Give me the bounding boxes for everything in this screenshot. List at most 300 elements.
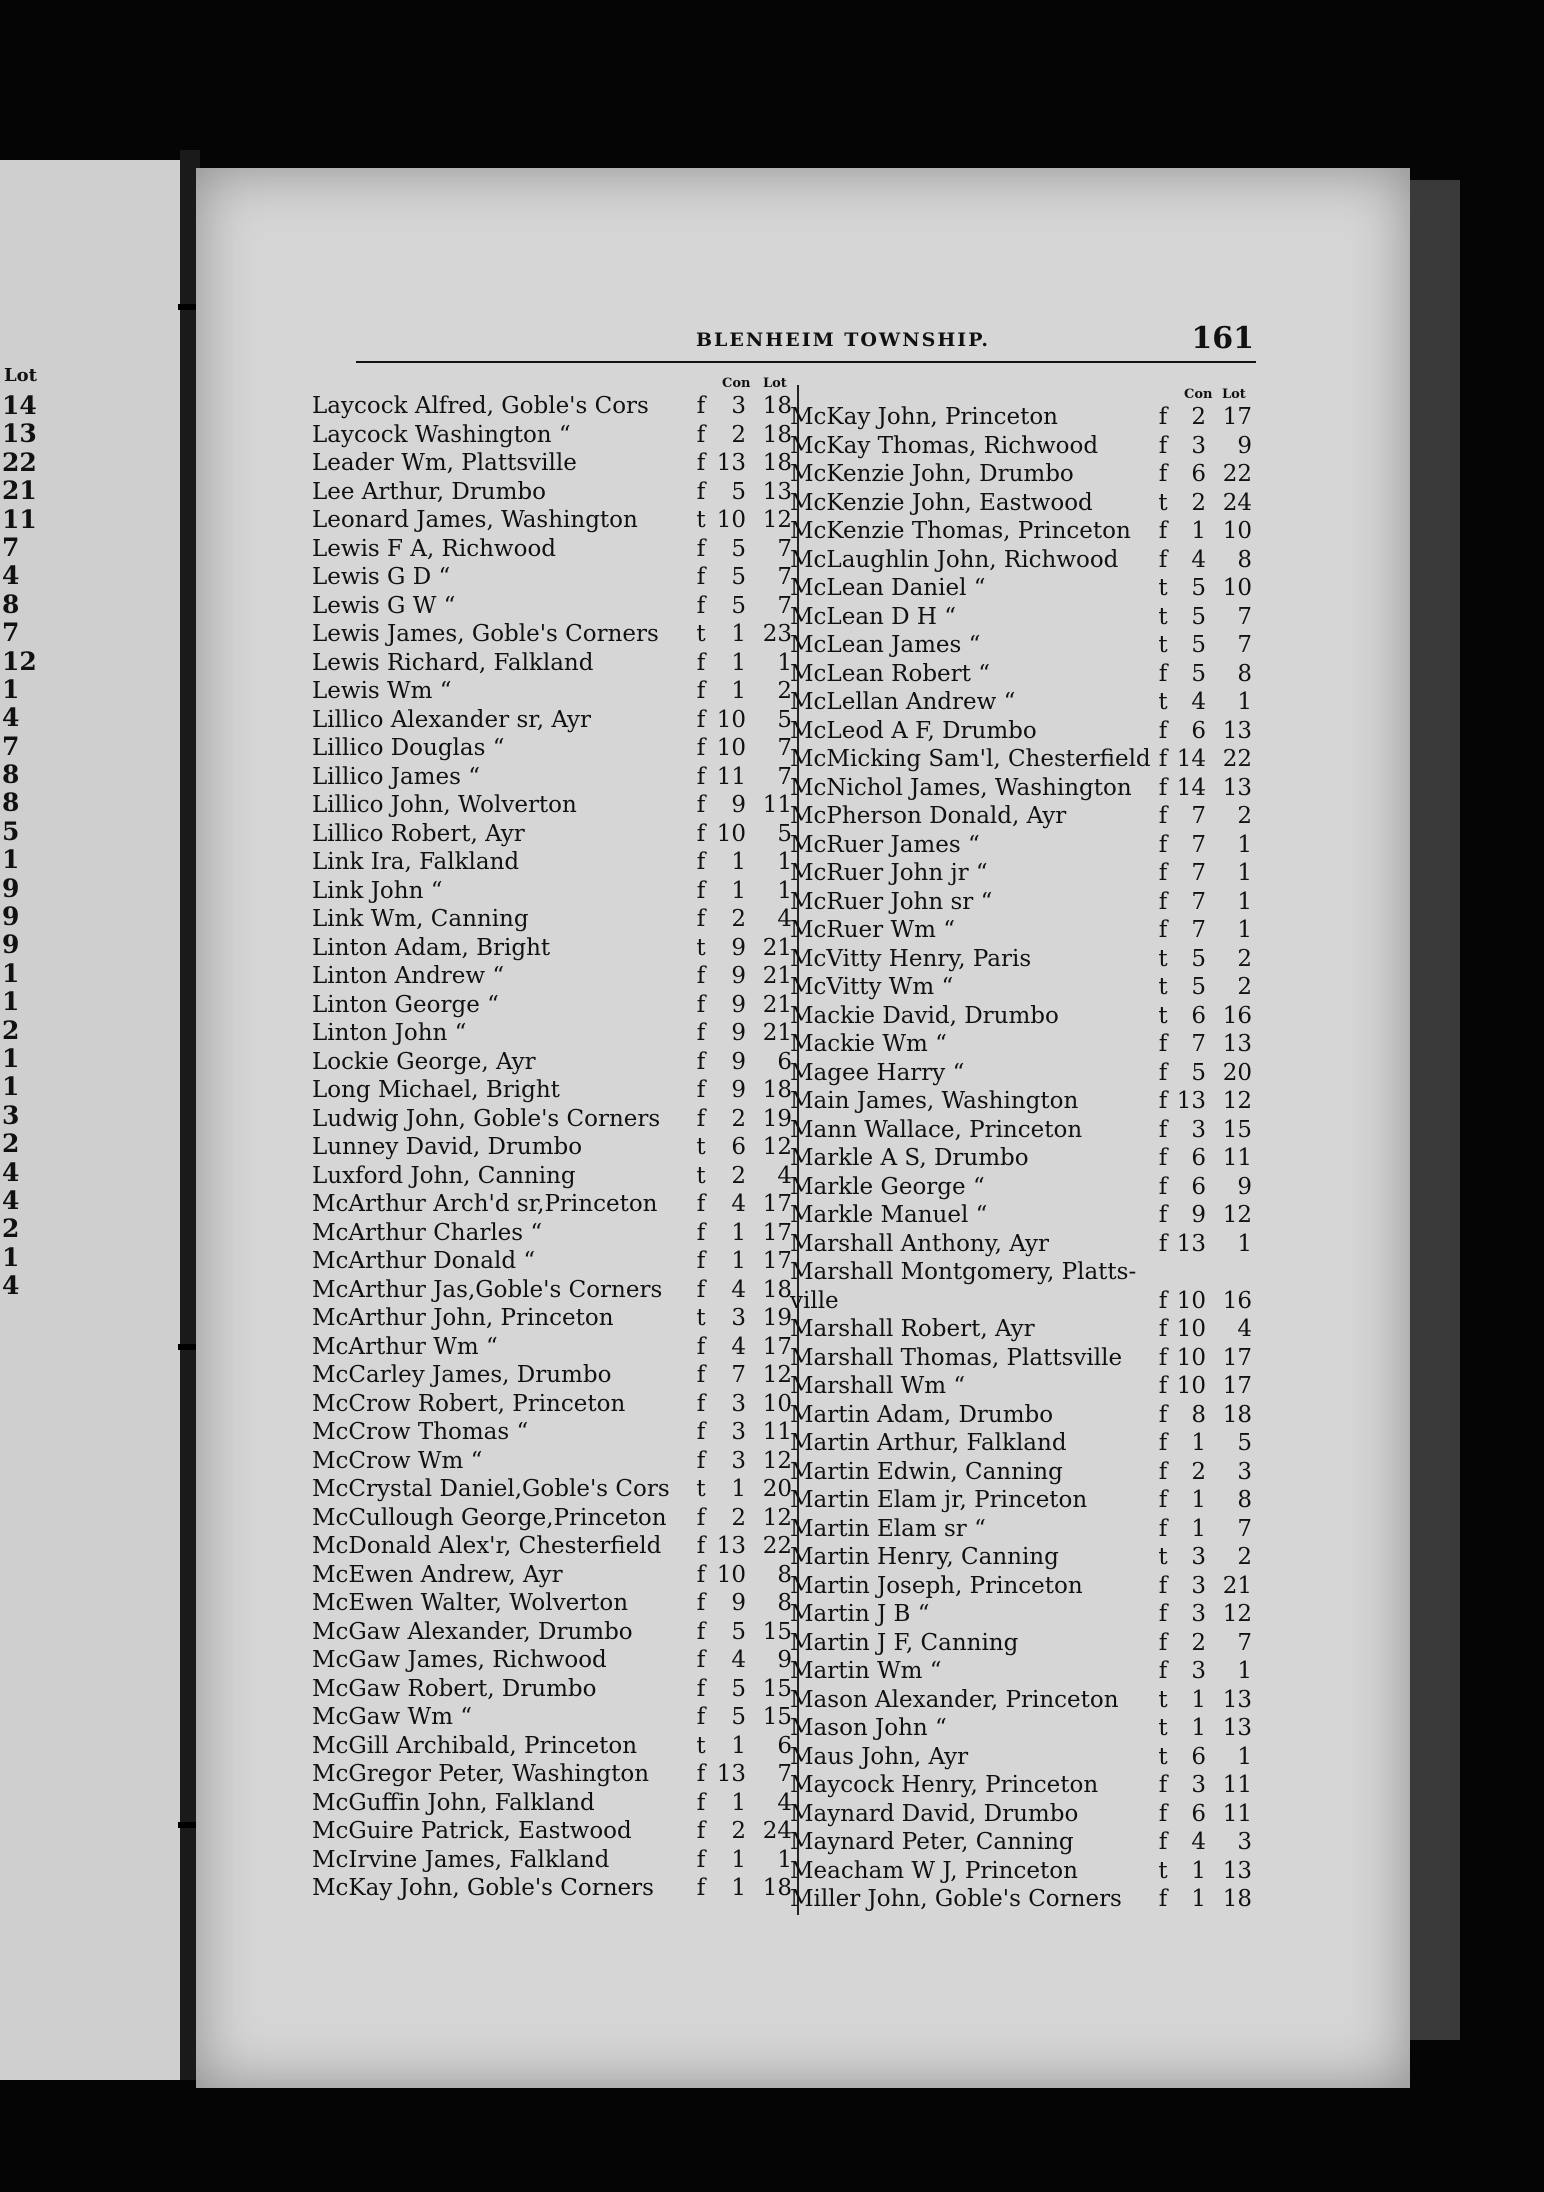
directory-entry [312,449,802,478]
entry-concession: 9 [731,792,746,818]
directory-entry [790,1657,1260,1686]
entry-lot: 22 [1222,746,1252,772]
entry-tenure: f [1158,1287,1168,1314]
entry-lot: 18 [762,450,792,476]
entry-concession: 4 [731,1333,746,1360]
entry-lot: 17 [762,1219,792,1246]
entry-name: ville [790,1287,839,1314]
entry-tenure: f [1158,831,1168,858]
entry-concession: 3 [731,393,746,419]
entry-name: Lewis G W “ [312,592,456,619]
entry-lot: 11 [1222,1800,1252,1827]
entry-tenure: f [1158,860,1168,886]
entry-name: McCarley James, Drumbo [312,1362,612,1388]
entry-lot: 7 [1237,632,1252,658]
entry-concession: 6 [1191,1800,1206,1827]
directory-entry [790,1372,1260,1401]
entry-tenure: f [1158,1829,1168,1855]
entry-lot: 3 [1237,1458,1252,1485]
entry-lot: 18 [762,1077,792,1103]
entry-name: McLean D H “ [790,603,957,630]
entry-tenure: f [696,1191,706,1217]
entry-concession: 13 [716,1761,746,1787]
entry-lot: 7 [777,564,792,590]
entry-concession: 10 [716,735,746,761]
entry-name: McVitty Henry, Paris [790,945,1032,972]
entry-tenure: t [1158,603,1168,630]
entry-lot: 5 [777,706,792,733]
entry-lot: 13 [1222,774,1252,801]
entry-concession: 9 [731,963,746,989]
entry-tenure: f [696,1561,706,1588]
entry-name: McLean Robert “ [790,660,990,687]
entry-lot: 7 [777,1761,792,1787]
entry-name: McGaw Wm “ [312,1704,473,1730]
directory-entry [312,1048,802,1077]
prev-page-lot: 7 [2,532,20,562]
entry-name: Link Wm, Canning [312,906,529,932]
entry-name: McGaw James, Richwood [312,1647,607,1673]
directory-entry [312,1703,802,1732]
entry-concession: 2 [1191,489,1206,516]
entry-name: McEwen Walter, Wolverton [312,1590,629,1616]
entry-tenure: f [696,1647,706,1673]
entry-lot: 17 [762,1333,792,1360]
entry-tenure: f [696,649,706,676]
entry-lot: 23 [762,621,792,647]
directory-entry [790,631,1260,660]
entry-concession: 9 [731,1077,746,1103]
entry-tenure: t [1158,1857,1168,1884]
entry-concession: 13 [1176,1088,1206,1114]
entry-concession: 1 [731,1789,746,1816]
directory-entry [312,1646,802,1675]
entry-tenure: f [1158,1344,1168,1371]
entry-lot: 18 [762,421,792,448]
entry-tenure: f [696,1077,706,1103]
entry-tenure: f [1158,1116,1168,1143]
directory-entry [312,535,802,564]
directory-entry [790,1572,1260,1601]
entry-lot: 12 [762,1362,792,1388]
prev-page-lot: 11 [2,504,37,534]
entry-name: McIrvine James, Falkland [312,1846,610,1873]
entry-concession: 1 [1191,1886,1206,1912]
entry-lot: 18 [1222,1886,1252,1912]
entry-name: Martin Arthur, Falkland [790,1430,1067,1456]
directory-entry [790,802,1260,831]
entry-tenure: f [1158,1430,1168,1456]
entry-lot: 1 [1237,1658,1252,1684]
prev-page-lot: 4 [2,1157,20,1187]
prev-page-lot: 2 [2,1015,20,1045]
entry-name: McCullough George,Princeton [312,1504,667,1531]
entry-concession: 10 [1176,1373,1206,1399]
entry-lot: 1 [777,649,792,676]
entry-tenure: f [696,735,706,761]
entry-lot: 21 [1222,1572,1252,1599]
directory-entry [312,1589,802,1618]
entry-tenure: f [696,1704,706,1730]
right-column-list [790,403,1260,1914]
entry-concession: 13 [716,1533,746,1559]
entry-tenure: t [696,1305,706,1331]
entry-tenure: f [1158,1202,1168,1228]
entry-name: Lillico Alexander sr, Ayr [312,706,592,733]
entry-tenure: f [696,1020,706,1046]
entry-name: Linton Andrew “ [312,963,505,989]
entry-name: Magee Harry “ [790,1059,965,1086]
directory-entry [312,1675,802,1704]
entry-concession: 5 [731,535,746,562]
directory-entry [790,717,1260,746]
entry-tenure: f [696,535,706,562]
directory-entry [790,916,1260,945]
entry-lot: 20 [1222,1059,1252,1086]
entry-tenure: f [1158,546,1168,573]
directory-entry [312,763,802,792]
entry-concession: 13 [716,450,746,476]
entry-lot: 8 [1237,546,1252,573]
prev-page-lot: 1 [2,674,20,704]
entry-name: Mason John “ [790,1715,947,1741]
entry-concession: 5 [1191,603,1206,630]
entry-name: Ludwig John, Goble's Corners [312,1105,661,1132]
entry-concession: 3 [1191,1658,1206,1684]
directory-entry [312,506,802,535]
directory-entry [312,734,802,763]
entry-concession: 2 [1191,1629,1206,1656]
entry-lot: 13 [762,478,792,505]
directory-entry [790,403,1260,432]
directory-entry [790,1828,1260,1857]
entry-concession: 7 [1191,1031,1206,1057]
entry-lot: 7 [1237,1515,1252,1542]
entry-lot: 12 [762,1504,792,1531]
entry-name: Lunney David, Drumbo [312,1134,583,1160]
directory-entry [790,945,1260,974]
entry-concession: 14 [1176,774,1206,801]
entry-name: McGill Archibald, Princeton [312,1732,638,1759]
entry-name: Linton John “ [312,1020,467,1046]
entry-tenure: f [696,963,706,989]
entry-concession: 1 [731,1875,746,1901]
entry-concession: 11 [716,763,746,790]
entry-name: Maynard David, Drumbo [790,1800,1079,1827]
directory-entry [790,1002,1260,1031]
entry-lot: 13 [1222,1686,1252,1713]
entry-concession: 1 [731,1732,746,1759]
entry-lot: 8 [1237,1487,1252,1513]
directory-entry [312,706,802,735]
directory-entry [790,888,1260,917]
entry-concession: 5 [731,478,746,505]
directory-entry [790,489,1260,518]
prev-page-lot: 8 [2,760,20,790]
directory-entry [312,1732,802,1761]
entry-tenure: f [696,1818,706,1844]
directory-entry [790,1315,1260,1344]
entry-lot: 17 [762,1248,792,1274]
entry-tenure: t [1158,1544,1168,1570]
entry-concession: 3 [1191,1116,1206,1143]
entry-lot: 15 [762,1675,792,1702]
directory-entry [790,1116,1260,1145]
entry-name: McArthur Wm “ [312,1333,498,1360]
entry-tenure: f [696,1533,706,1559]
entry-name: Linton Adam, Bright [312,934,551,961]
directory-entry [790,1600,1260,1629]
entry-name: Martin Elam sr “ [790,1515,986,1542]
entry-concession: 5 [731,1704,746,1730]
entry-tenure: t [1158,632,1168,658]
prev-page-lot: 8 [2,788,20,818]
directory-entry [790,1401,1260,1430]
directory-entry [312,1789,802,1818]
directory-entry [312,1247,802,1276]
entry-concession: 4 [1191,689,1206,715]
entry-tenure: f [1158,1088,1168,1114]
entry-concession: 9 [731,1590,746,1616]
entry-concession: 2 [731,906,746,932]
entry-name: McLean Daniel “ [790,575,986,601]
entry-name: McArthur Donald “ [312,1248,536,1274]
entry-lot: 4 [777,1789,792,1816]
entry-tenure: f [1158,1458,1168,1485]
entry-tenure: f [696,1846,706,1873]
directory-entry [790,574,1260,603]
entry-tenure: f [696,906,706,932]
entry-lot: 11 [1222,1145,1252,1171]
entry-name: Lillico John, Wolverton [312,792,577,818]
entry-concession: 5 [1191,632,1206,658]
entry-concession: 10 [1176,1344,1206,1371]
directory-entry [790,1030,1260,1059]
entry-name: McKay Thomas, Richwood [790,432,1099,459]
entry-tenure: f [1158,1230,1168,1257]
directory-entry [312,1219,802,1248]
entry-name: Markle Manuel “ [790,1202,988,1228]
entry-tenure: f [1158,774,1168,801]
entry-concession: 3 [731,1419,746,1445]
entry-concession: 1 [731,1219,746,1246]
entry-name: Marshall Anthony, Ayr [790,1230,1049,1257]
directory-entry [312,1418,802,1447]
entry-tenure: f [1158,432,1168,459]
entry-concession: 5 [1191,660,1206,687]
entry-tenure: f [1158,1316,1168,1342]
entry-name: Martin J B “ [790,1601,930,1627]
entry-concession: 3 [1191,1544,1206,1570]
directory-entry [790,1629,1260,1658]
entry-tenure: f [696,1419,706,1445]
entry-lot: 9 [1237,432,1252,459]
entry-lot: 1 [777,877,792,904]
entry-tenure: f [696,1276,706,1303]
entry-lot: 6 [777,1048,792,1075]
entry-lot: 7 [777,592,792,619]
entry-lot: 10 [1222,518,1252,544]
entry-name: McDonald Alex'r, Chesterfield [312,1533,662,1559]
entry-lot: 18 [1222,1401,1252,1428]
directory-entry [790,1144,1260,1173]
entry-lot: 1 [777,1846,792,1873]
prev-page-lot: 9 [2,873,20,903]
entry-tenure: t [1158,1715,1168,1741]
left-column-list [312,392,802,1903]
directory-entry [312,478,802,507]
entry-tenure: t [1158,575,1168,601]
directory-entry [790,1258,1260,1287]
directory-entry [790,1857,1260,1886]
directory-entry [312,991,802,1020]
directory-entry [790,603,1260,632]
directory-entry [790,1344,1260,1373]
entry-tenure: f [696,450,706,476]
entry-name: Lee Arthur, Drumbo [312,478,546,505]
prev-page-lot: 7 [2,618,20,648]
directory-entry [790,745,1260,774]
entry-name: McGuffin John, Falkland [312,1789,595,1816]
entry-concession: 1 [731,849,746,875]
directory-entry [312,620,802,649]
prev-page-lot: 14 [2,391,37,420]
left-lot-header: Lot [763,376,787,391]
entry-lot: 18 [762,1875,792,1901]
entry-concession: 4 [731,1647,746,1673]
entry-lot: 2 [1237,803,1252,829]
entry-name: McRuer Wm “ [790,917,955,943]
entry-concession: 5 [731,1618,746,1645]
directory-entry [312,1190,802,1219]
directory-entry [790,1885,1260,1914]
entry-tenure: f [696,478,706,505]
entry-name: Martin Edwin, Canning [790,1458,1063,1485]
entry-name: Linton George “ [312,991,499,1018]
entry-name: Marshall Thomas, Plattsville [790,1344,1123,1371]
entry-name: McLeod A F, Drumbo [790,717,1037,744]
entry-lot: 18 [762,1276,792,1303]
entry-tenure: f [1158,746,1168,772]
entry-tenure: f [696,1362,706,1388]
entry-lot: 10 [1222,575,1252,601]
entry-name: McArthur Charles “ [312,1219,543,1246]
directory-entry [790,1230,1260,1259]
entry-concession: 5 [731,1675,746,1702]
entry-tenure: f [696,1590,706,1616]
entry-concession: 1 [1191,1487,1206,1513]
prev-page-lot: 4 [2,703,20,733]
entry-lot: 1 [1237,888,1252,915]
entry-tenure: f [696,1447,706,1474]
entry-concession: 6 [731,1134,746,1160]
directory-entry [790,460,1260,489]
directory-entry [312,1504,802,1533]
entry-lot: 11 [1222,1772,1252,1798]
right-lot-header: Lot [1222,387,1246,402]
entry-tenure: f [696,678,706,704]
entry-concession: 6 [1191,1743,1206,1770]
entry-lot: 17 [1222,1344,1252,1371]
entry-tenure: f [696,393,706,419]
directory-entry [312,1817,802,1846]
entry-name: McGaw Robert, Drumbo [312,1675,597,1702]
entry-concession: 6 [1191,717,1206,744]
entry-lot: 1 [1237,1743,1252,1770]
entry-tenure: f [696,421,706,448]
directory-entry [312,905,802,934]
entry-name: Lillico James “ [312,763,480,790]
prev-page-lot: 21 [2,476,37,506]
entry-tenure: t [696,1162,706,1189]
entry-tenure: f [1158,1629,1168,1656]
entry-name: McCrow Thomas “ [312,1419,529,1445]
entry-name: Markle George “ [790,1173,985,1200]
entry-tenure: t [696,507,706,533]
directory-entry [312,1846,802,1875]
entry-name: Leonard James, Washington [312,507,638,533]
prev-page-lot: 12 [2,646,37,676]
directory-entry [312,563,802,592]
entry-concession: 7 [1191,831,1206,858]
directory-entry [312,934,802,963]
entry-tenure: f [1158,660,1168,687]
page-edge [1410,180,1460,2040]
entry-name: McKenzie Thomas, Princeton [790,518,1131,544]
entry-name: Lewis G D “ [312,564,451,590]
entry-concession: 1 [731,1476,746,1502]
directory-entry [312,820,802,849]
entry-lot: 1 [1237,689,1252,715]
entry-concession: 1 [731,877,746,904]
entry-lot: 15 [762,1618,792,1645]
entry-concession: 3 [1191,1572,1206,1599]
prev-page-lot: 13 [2,419,37,449]
entry-name: Martin Wm “ [790,1658,942,1684]
entry-name: McVitty Wm “ [790,974,954,1000]
prev-page-lot: 22 [2,447,37,477]
entry-concession: 5 [731,564,746,590]
directory-entry [312,791,802,820]
entry-lot: 2 [777,678,792,704]
directory-entry [312,1304,802,1333]
entry-tenure: f [1158,1800,1168,1827]
entry-name: McKenzie John, Drumbo [790,461,1074,487]
entry-lot: 21 [762,1020,792,1046]
entry-concession: 10 [1176,1316,1206,1342]
entry-lot: 12 [1222,1088,1252,1114]
entry-name: Lillico Douglas “ [312,735,505,761]
entry-name: Luxford John, Canning [312,1162,576,1189]
entry-tenure: t [1158,489,1168,516]
entry-name: McArthur Jas,Goble's Corners [312,1276,663,1303]
entry-concession: 10 [716,507,746,533]
entry-concession: 3 [731,1305,746,1331]
prev-page-lot: 1 [2,1043,20,1073]
entry-concession: 3 [1191,1601,1206,1627]
entry-name: McRuer James “ [790,831,980,858]
entry-name: McCrystal Daniel,Goble's Cors [312,1476,670,1502]
entry-tenure: f [696,1105,706,1132]
entry-name: McNichol James, Washington [790,774,1132,801]
entry-name: Marshall Montgomery, Platts- [790,1259,1137,1285]
prev-page-lot-list [2,392,37,1301]
entry-concession: 2 [731,1105,746,1132]
entry-lot: 2 [1237,974,1252,1000]
entry-name: McGuire Patrick, Eastwood [312,1818,632,1844]
directory-entry [790,1201,1260,1230]
directory-entry [790,1686,1260,1715]
